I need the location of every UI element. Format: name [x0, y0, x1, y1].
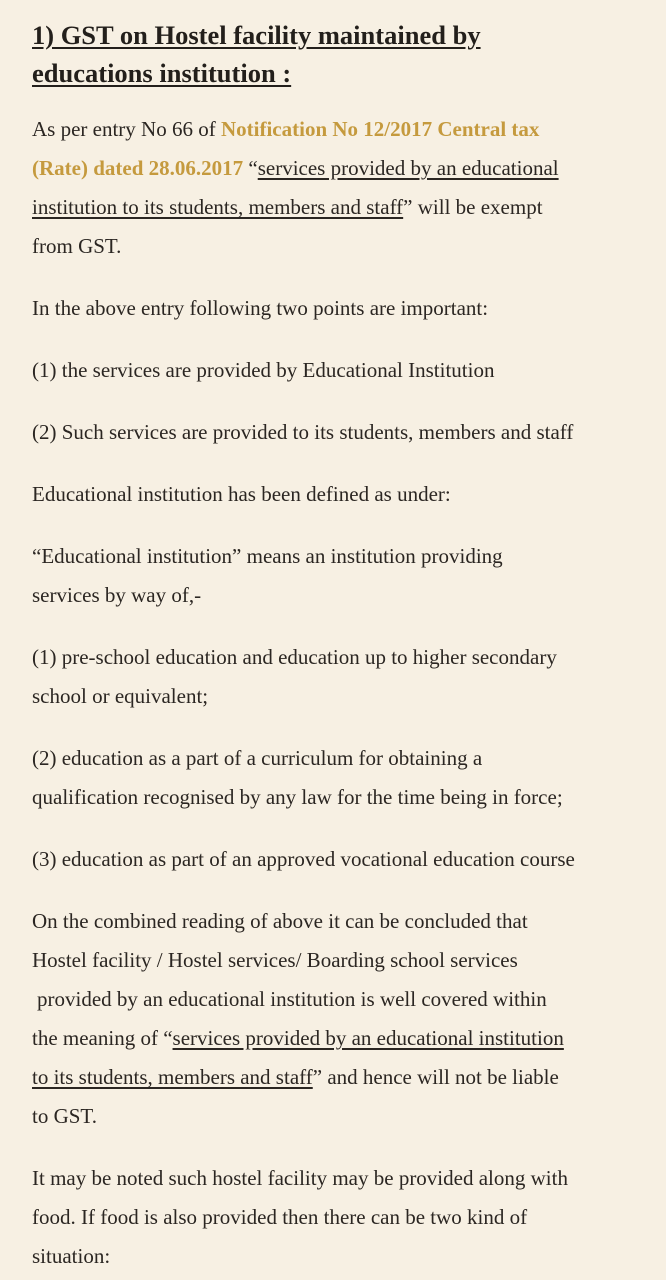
paragraph-line: provided by an educational institution is well covered within — [37, 987, 547, 1011]
heading-line-2: educations institution : — [32, 58, 292, 88]
paragraph-definition — [32, 537, 666, 615]
quoted-entry-text: services provided by an educational — [257, 156, 559, 180]
paragraph-conclusion — [32, 902, 666, 1136]
paragraph-line: to GST. — [32, 1104, 97, 1128]
paragraph-food-note — [32, 1159, 666, 1276]
definition-item-2 — [32, 739, 666, 817]
paragraph-line: from GST. — [32, 234, 122, 258]
paragraph-line: school or equivalent; — [32, 684, 209, 708]
paragraph-line — [32, 1019, 666, 1058]
paragraph-line: (1) pre-school education and education up to higher secondary — [32, 645, 557, 669]
paragraph-notification — [32, 110, 666, 266]
text-span: the meaning of “ — [32, 1026, 173, 1050]
paragraph-line — [32, 1058, 666, 1097]
quoted-entry-text: services provided by an educational institution — [172, 1026, 564, 1050]
paragraph-line: (2) education as a part of a curriculum for obtaining a — [32, 746, 483, 770]
section-heading — [32, 16, 666, 92]
text-span: “ — [243, 156, 258, 180]
paragraph-line: situation: — [32, 1244, 111, 1268]
text-span: As per entry No 66 of — [32, 117, 221, 141]
paragraph-line: services by way of,- — [32, 583, 202, 607]
quoted-entry-text: to its students, members and staff — [32, 1065, 313, 1089]
paragraph-line: qualification recognised by any law for the time being in force; — [32, 785, 563, 809]
paragraph-line — [32, 188, 666, 227]
paragraph-line — [32, 110, 666, 149]
notification-reference: Notification No 12/2017 Central tax — [220, 117, 540, 141]
paragraph-line — [32, 149, 666, 188]
definition-item-3: (3) education as part of an approved vocational education course — [32, 847, 575, 871]
text-span: ” and hence will not be liable — [312, 1065, 559, 1089]
text-span: ” will be exempt — [403, 195, 543, 219]
paragraph-line: On the combined reading of above it can be concluded that — [32, 909, 528, 933]
heading-line-1: 1) GST on Hostel facility maintained by — [32, 20, 481, 50]
quoted-entry-text: institution to its students, members and staff — [32, 195, 404, 219]
notification-date: (Rate) dated 28.06.2017 — [32, 156, 244, 180]
paragraph-line: “Educational institution” means an institution providing — [32, 544, 503, 568]
paragraph-points-intro: In the above entry following two points are important: — [32, 296, 489, 320]
point-one: (1) the services are provided by Educational Institution — [32, 358, 495, 382]
definition-item-1 — [32, 638, 666, 716]
point-two: (2) Such services are provided to its students, members and staff — [32, 420, 574, 444]
paragraph-line: Hostel facility / Hostel services/ Boarding school services — [32, 948, 518, 972]
paragraph-definition-intro: Educational institution has been defined as under: — [32, 482, 451, 506]
paragraph-line: food. If food is also provided then there can be two kind of — [32, 1205, 528, 1229]
paragraph-line: It may be noted such hostel facility may be provided along with — [32, 1166, 568, 1190]
